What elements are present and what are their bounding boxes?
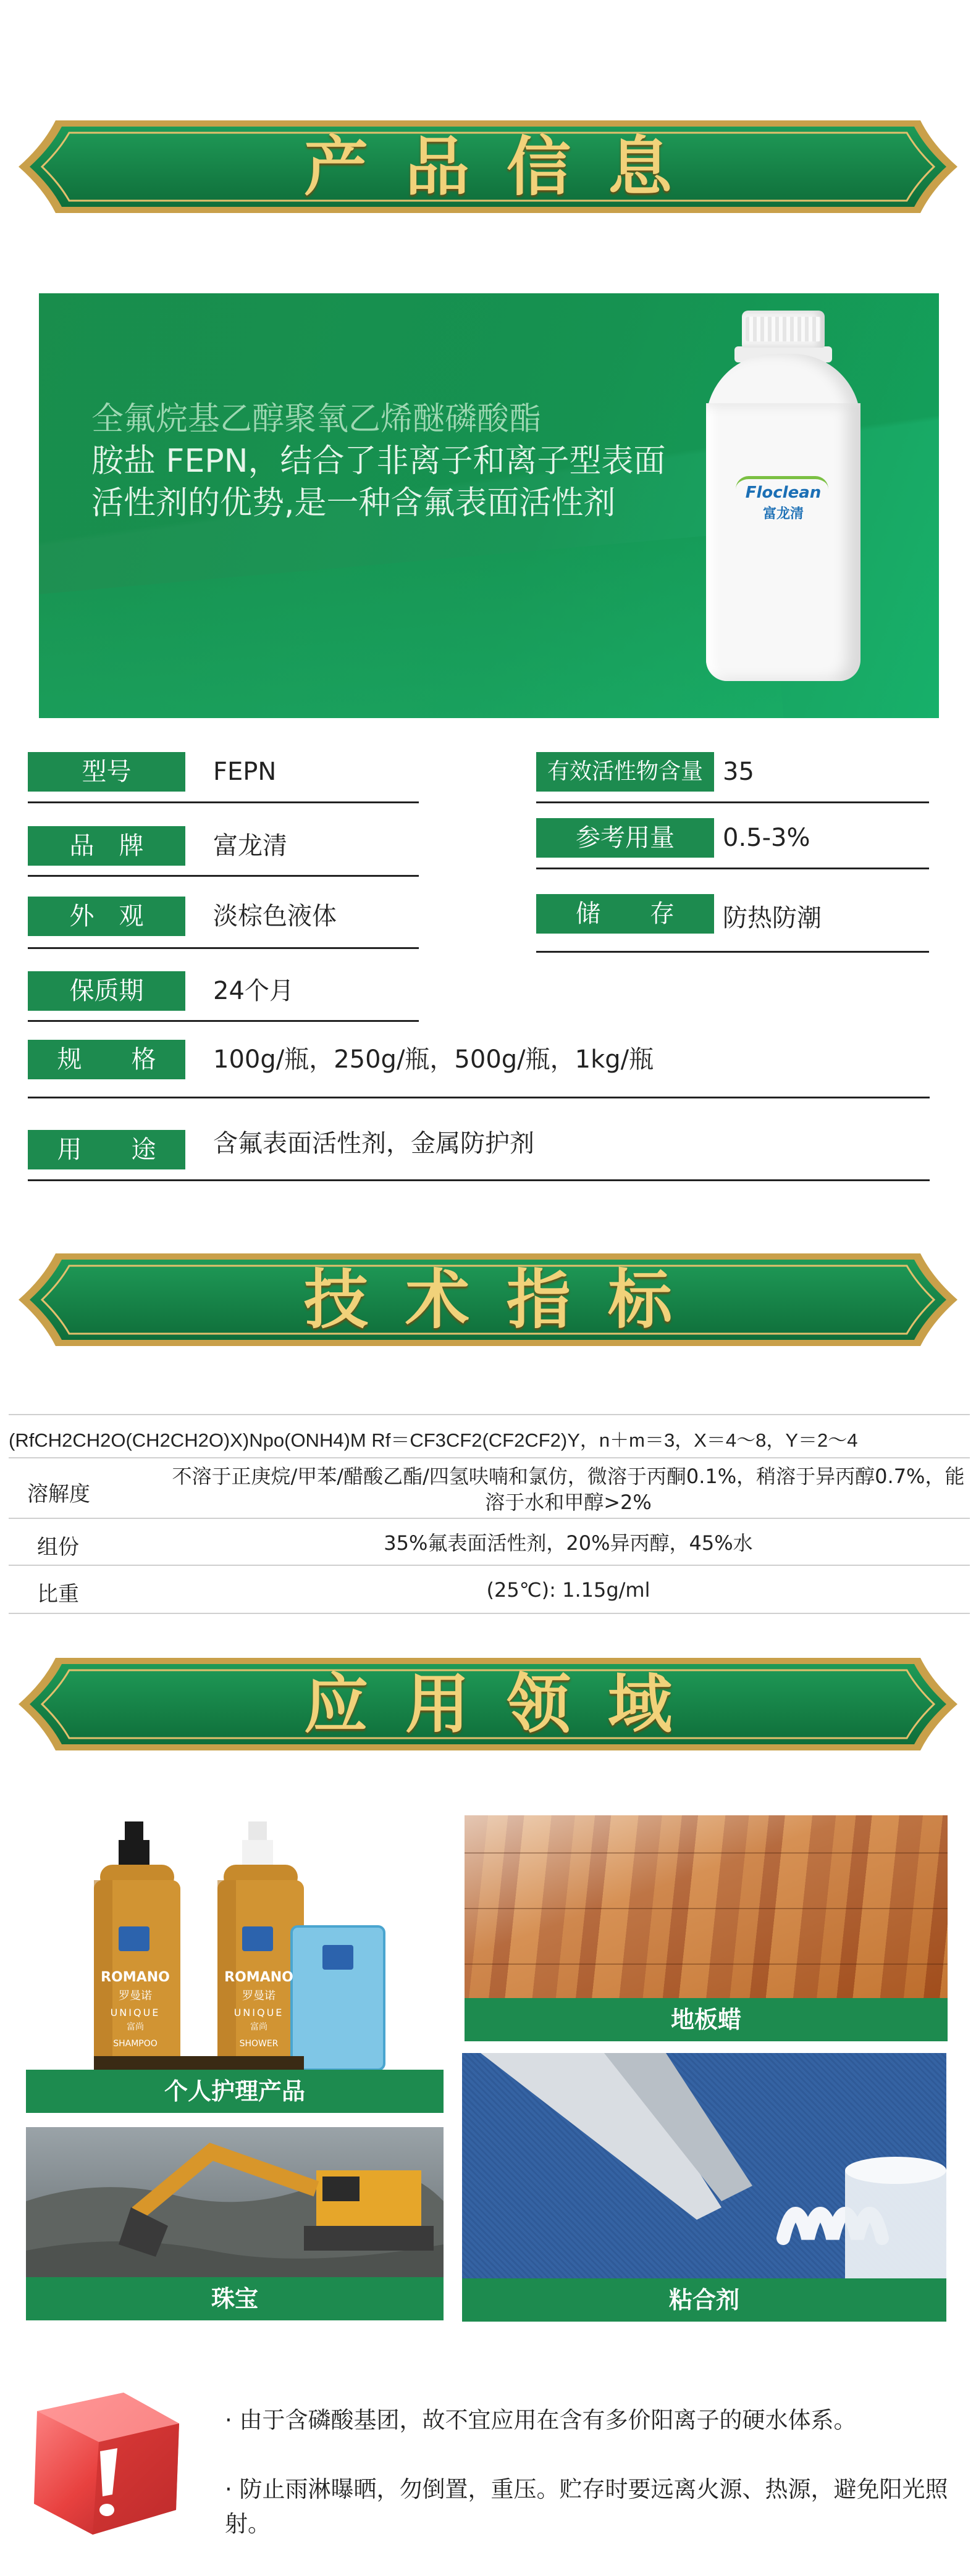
caption-adhesive: 粘合剂 — [462, 2278, 946, 2322]
caption-floor-wax: 地板蜡 — [465, 1998, 948, 2041]
usage-value: 含氟表面活性剂，金属防护剂 — [213, 1129, 534, 1158]
appearance-label: 外 观 — [28, 897, 185, 936]
spec-row-name: 比重 — [37, 1582, 79, 1607]
active-content-label: 有效活性物含量 — [536, 752, 714, 792]
note-hard-water: · 由于含磷酸基团，故不宜应用在含有多价阳离子的硬水体系。 — [225, 2407, 857, 2433]
spec-row-name: 组份 — [37, 1535, 79, 1560]
brand-value: 富龙清 — [213, 832, 287, 860]
product-brand: ROMANO — [101, 1970, 170, 1985]
spec-row-name: 溶解度 — [27, 1482, 90, 1507]
spec-label: 规 格 — [28, 1040, 185, 1079]
storage-value: 防热防潮 — [723, 904, 822, 932]
floor-wax-image — [465, 1815, 948, 1998]
product-brand-cn: 罗曼诺 — [242, 1989, 276, 2002]
storage-label: 储 存 — [536, 894, 714, 934]
note-storage: · 防止雨淋曝晒，勿倒置，重压。贮存时要远离火源、热源，避免阳光照射。 — [225, 2476, 948, 2537]
model-label: 型号 — [28, 752, 185, 792]
adhesive-image — [462, 2053, 946, 2278]
section-banner-tech-specs — [12, 1241, 964, 1358]
section-banner-applications — [12, 1646, 964, 1763]
section-banner-product-info — [12, 108, 964, 225]
product-line-cn: 富尚 — [127, 2022, 144, 2032]
active-content-value: 35 — [723, 758, 754, 786]
product-brand-cn: 罗曼诺 — [119, 1989, 152, 2002]
chemical-formula: (RfCH2CH2O(CH2CH2O)X)Npo(ONH4)M Rf＝CF3CF2(CF2CF2)Y，n＋m＝3，X＝4～8，Y＝2～4 — [9, 1429, 858, 1451]
warning-icon — [25, 2386, 188, 2538]
shelf-life-value: 24个月 — [213, 977, 294, 1005]
description-rest: 胺盐 FEPN，结合了非离子和离子型表面活性剂的优势,是一种含氟表面活性剂 — [91, 443, 666, 522]
brand-label: 品 牌 — [28, 826, 185, 866]
bottle-brand-en: Floclean — [745, 483, 822, 502]
product-shower: SHOWER — [239, 2039, 279, 2049]
usage-label: 用 途 — [28, 1130, 185, 1169]
spec-value: 100g/瓶，250g/瓶，500g/瓶，1kg/瓶 — [213, 1045, 654, 1074]
product-line: UNIQUE — [233, 2007, 284, 2018]
spec-row-value: 不溶于正庚烷/甲苯/醋酸乙酯/四氢呋喃和氯仿，微溶于丙酮0.1%，稍溶于异丙醇0.7%，能溶于水和甲醇>2% — [172, 1465, 965, 1514]
product-shampoo: SHAMPOO — [113, 2039, 158, 2049]
spec-row-value: 35%氟表面活性剂，20%异丙醇，45%水 — [384, 1531, 753, 1555]
product-line-cn: 富尚 — [250, 2022, 267, 2032]
caption-personal-care: 个人护理产品 — [26, 2070, 444, 2113]
product-brand: ROMANO — [224, 1970, 293, 1985]
description-lead: 全氟烷基乙醇聚氧乙烯醚磷酸酯 — [91, 401, 542, 438]
appearance-value: 淡棕色液体 — [213, 902, 337, 930]
section-title: 技术指标 — [303, 1261, 709, 1337]
section-title: 产品信息 — [303, 128, 709, 204]
caption-jewelry: 珠宝 — [26, 2277, 444, 2320]
personal-care-image — [26, 1821, 444, 2070]
shelf-life-label: 保质期 — [28, 971, 185, 1011]
bottle-brand-cn: 富龙清 — [762, 506, 804, 522]
model-value: FEPN — [213, 758, 277, 786]
product-description — [91, 398, 666, 524]
dosage-value: 0.5-3% — [723, 824, 810, 852]
dosage-label: 参考用量 — [536, 818, 714, 858]
spec-row-value: (25℃): 1.15g/ml — [486, 1578, 650, 1602]
product-hero — [39, 293, 939, 718]
product-bottle-image — [700, 311, 867, 681]
product-line: UNIQUE — [110, 2007, 161, 2018]
section-title: 应用领域 — [303, 1666, 709, 1742]
